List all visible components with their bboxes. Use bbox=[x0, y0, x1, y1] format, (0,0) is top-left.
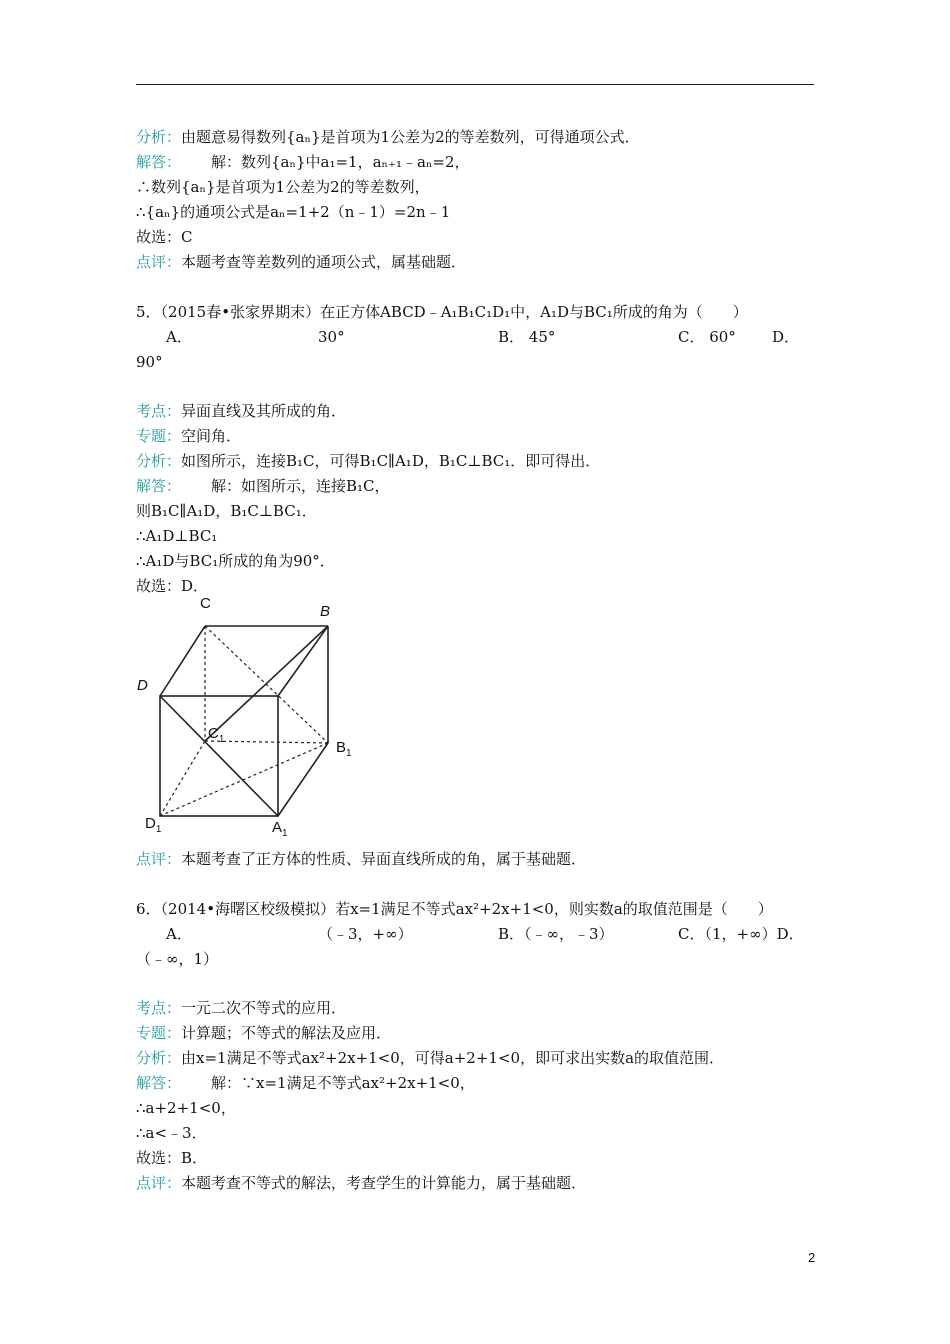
q6-step1: ∴a+2+1<0， bbox=[136, 1099, 236, 1117]
q5-comment: 点评：本题考查了正方体的性质、异面直线所成的角，属于基础题． bbox=[136, 850, 587, 868]
label-b: B bbox=[320, 603, 331, 620]
cube-figure bbox=[136, 596, 366, 841]
q6-choice: 故选：B． bbox=[136, 1149, 208, 1167]
q4-analysis: 分析：由题意易得数列{aₙ}是首项为1公差为2的等差数列，可得通项公式． bbox=[136, 128, 640, 146]
q4-step1: ∴数列{aₙ}是首项为1公差为2的等差数列， bbox=[136, 178, 430, 196]
q5-option-c: C． 60° bbox=[678, 328, 736, 346]
q5-option-a: 30° bbox=[318, 328, 345, 346]
q6-analysis: 分析：由x=1满足不等式ax²+2x+1<0，可得a+2+1<0，即可求出实数a的取值范围． bbox=[136, 1049, 725, 1067]
q5-step3: ∴A₁D与BC₁所成的角为90°． bbox=[136, 552, 335, 570]
q6-answer: 解答： 解：∵x=1满足不等式ax²+2x+1<0， bbox=[136, 1074, 475, 1092]
q5-step1: 则B₁C∥A₁D，B₁C⊥BC₁． bbox=[136, 502, 317, 520]
header-rule bbox=[136, 84, 814, 85]
q5-choice: 故选：D． bbox=[136, 577, 209, 595]
q6-point: 考点：一元二次不等式的应用． bbox=[136, 999, 347, 1017]
q6-option-a-label: A． bbox=[166, 925, 192, 943]
label-a1: $A_1$ bbox=[272, 819, 288, 839]
q6-option-d: （﹣∞，1） bbox=[136, 950, 219, 968]
q5-stem: 5．（2015春•张家界期末）在正方体ABCD﹣A₁B₁C₁D₁中，A₁D与BC₁所成的角为（ ） bbox=[136, 303, 748, 321]
q4-choice: 故选：C bbox=[136, 228, 193, 246]
q5-point: 考点：异面直线及其所成的角． bbox=[136, 402, 347, 420]
q6-option-b: B．（﹣∞，﹣3） bbox=[498, 925, 614, 943]
page-number: 2 bbox=[808, 1250, 816, 1265]
q6-stem: 6．（2014•海曙区校级模拟）若x=1满足不等式ax²+2x+1<0，则实数a的取值范围是（ ） bbox=[136, 900, 773, 918]
q5-topic: 专题：空间角． bbox=[136, 427, 242, 445]
q4-comment: 点评：本题考查等差数列的通项公式，属基础题． bbox=[136, 253, 467, 271]
q5-answer: 解答： 解：如图所示，连接B₁C， bbox=[136, 477, 390, 495]
a1d-line bbox=[160, 696, 278, 816]
label-c1: $C_1$ bbox=[208, 725, 225, 745]
q6-option-c: C．（1，+∞）D． bbox=[678, 925, 804, 943]
q5-option-d-label: D． bbox=[772, 328, 800, 346]
q5-analysis: 分析：如图所示，连接B₁C，可得B₁C∥A₁D，B₁C⊥BC₁．即可得出． bbox=[136, 452, 601, 470]
q5-step2: ∴A₁D⊥BC₁ bbox=[136, 527, 218, 545]
q6-step2: ∴a<﹣3． bbox=[136, 1124, 207, 1142]
q4-answer: 解答： 解：数列{aₙ}中a₁=1，aₙ₊₁﹣aₙ=2， bbox=[136, 153, 470, 171]
q6-option-a: （﹣3，+∞） bbox=[318, 925, 413, 943]
q5-option-b: B． 45° bbox=[498, 328, 556, 346]
label-b1: $B_1$ bbox=[336, 739, 352, 759]
label-c: C bbox=[200, 596, 211, 612]
q6-topic: 专题：计算题；不等式的解法及应用． bbox=[136, 1024, 392, 1042]
q5-option-d: 90° bbox=[136, 353, 163, 371]
label-d1: $D_1$ bbox=[145, 815, 162, 835]
label-d: D bbox=[137, 677, 148, 694]
q4-step2: ∴{aₙ}的通项公式是aₙ=1+2（n﹣1）=2n﹣1 bbox=[136, 203, 451, 221]
q6-comment: 点评：本题考查不等式的解法，考查学生的计算能力，属于基础题． bbox=[136, 1174, 587, 1192]
q5-option-a-label: A． bbox=[166, 328, 192, 346]
